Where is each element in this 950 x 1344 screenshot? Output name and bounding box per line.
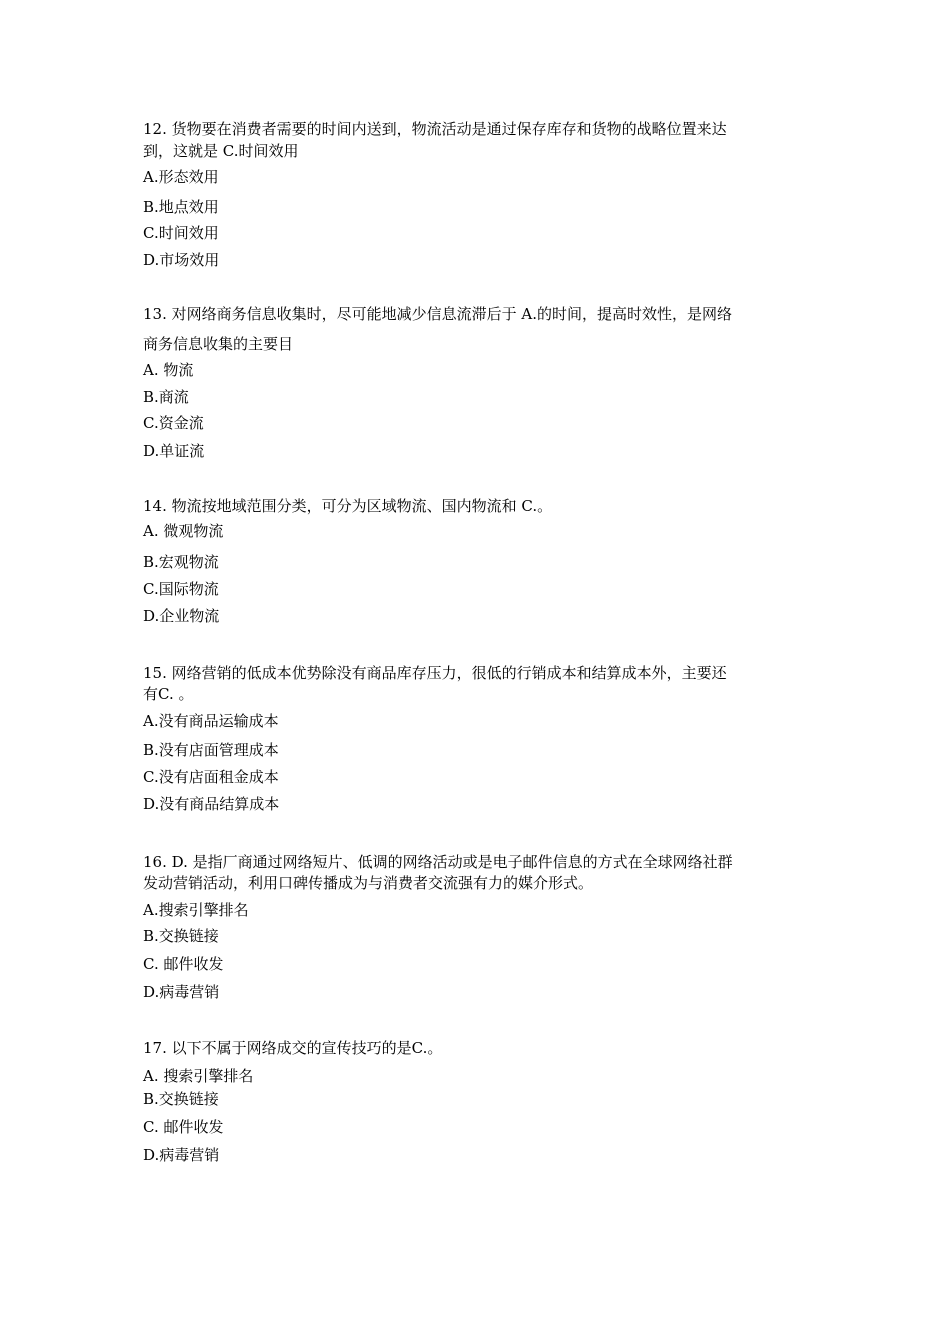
question-14-option-d: D.企业物流 — [143, 607, 220, 625]
question-15-option-c: C.没有店面租金成本 — [143, 768, 279, 786]
question-16-option-b: B.交换链接 — [143, 927, 219, 945]
question-13-option-c: C.资金流 — [143, 414, 204, 432]
question-15-stem-line-2: 有C. 。 — [143, 685, 194, 703]
question-12-option-c: C.时间效用 — [143, 224, 219, 242]
question-13-stem-line-2: 商务信息收集的主要目 — [143, 335, 294, 353]
question-13-option-b: B.商流 — [143, 388, 189, 406]
question-17-option-a: A. 搜索引擎排名 — [143, 1067, 254, 1085]
question-15-stem-line-1: 15. 网络营销的低成本优势除没有商品库存压力，很低的行销成本和结算成本外，主要还 — [143, 664, 727, 682]
question-12-option-a: A.形态效用 — [143, 168, 219, 186]
question-12-stem-line-1: 12. 货物要在消费者需要的时间内送到，物流活动是通过保存库存和货物的战略位置来达 — [143, 120, 727, 138]
question-16-stem-line-1: 16. D. 是指厂商通过网络短片、低调的网络活动或是电子邮件信息的方式在全球网络社群 — [143, 853, 733, 871]
question-12-option-b: B.地点效用 — [143, 198, 219, 216]
question-13-option-d: D.单证流 — [143, 442, 205, 460]
question-13-option-a: A. 物流 — [143, 361, 194, 379]
question-16-option-d: D.病毒营销 — [143, 983, 220, 1001]
question-15-option-b: B.没有店面管理成本 — [143, 741, 279, 759]
question-17-option-b: B.交换链接 — [143, 1090, 219, 1108]
question-12-option-d: D.市场效用 — [143, 251, 220, 269]
question-14-option-a: A. 微观物流 — [143, 522, 224, 540]
question-15-option-d: D.没有商品结算成本 — [143, 795, 280, 813]
question-13-stem-line-1: 13. 对网络商务信息收集时，尽可能地减少信息流滞后于 A.的时间，提高时效性，是网络 — [143, 305, 732, 323]
question-14-stem-line-1: 14. 物流按地域范围分类，可分为区域物流、国内物流和 C.。 — [143, 497, 553, 515]
question-16-stem-line-2: 发动营销活动，利用口碑传播成为与消费者交流强有力的媒介形式。 — [143, 874, 594, 892]
question-16-option-a: A.搜索引擎排名 — [143, 901, 249, 919]
question-15-option-a: A.没有商品运输成本 — [143, 712, 279, 730]
question-17-stem-line-1: 17. 以下不属于网络成交的宣传技巧的是C.。 — [143, 1039, 443, 1057]
question-14-option-b: B.宏观物流 — [143, 553, 219, 571]
question-17-option-d: D.病毒营销 — [143, 1146, 220, 1164]
question-14-option-c: C.国际物流 — [143, 580, 219, 598]
question-12-stem-line-2: 到，这就是 C.时间效用 — [143, 142, 299, 160]
question-17-option-c: C. 邮件收发 — [143, 1118, 224, 1136]
question-16-option-c: C. 邮件收发 — [143, 955, 224, 973]
